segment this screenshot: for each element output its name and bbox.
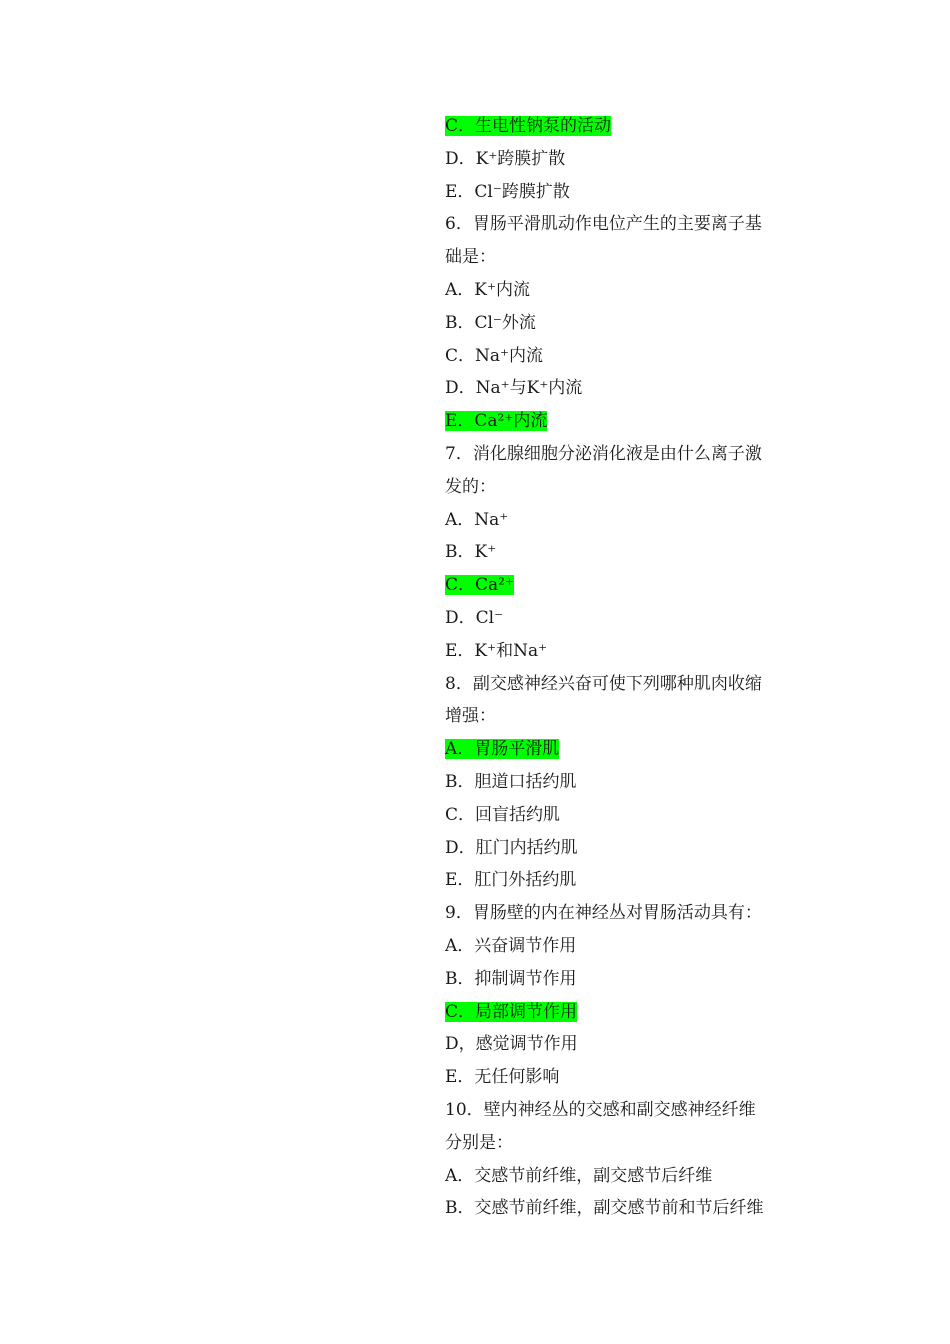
- text-line: [445, 1196, 764, 1220]
- line-text: D．肛门内括约肌: [445, 837, 578, 858]
- text-line: [445, 639, 547, 663]
- line-text: A．K⁺内流: [445, 280, 530, 300]
- line-text: A．Na⁺: [445, 509, 509, 530]
- line-text: 10．壁内神经丛的交感和副交感神经纤维: [445, 1100, 756, 1120]
- text-line: [445, 573, 514, 597]
- highlighted-answer: C．局部调节作用: [445, 1001, 578, 1022]
- line-text: E．Cl⁻跨膜扩散: [445, 181, 570, 202]
- line-text: B．胆道口括约肌: [445, 772, 577, 792]
- question-line: [445, 1098, 756, 1122]
- text-line: [445, 606, 503, 630]
- line-text: 7．消化腺细胞分泌消化液是由什么离子激: [445, 444, 762, 464]
- line-text: D．K⁺跨膜扩散: [445, 148, 566, 169]
- text-line: [445, 704, 496, 728]
- text-line: [445, 934, 576, 958]
- text-line: [445, 311, 536, 335]
- line-text: B．抑制调节作用: [445, 968, 577, 989]
- text-line: [445, 737, 559, 761]
- line-text: 9．胃肠壁的内在神经丛对胃肠活动具有：: [445, 903, 762, 924]
- text-line: [445, 475, 496, 499]
- line-text: 础是：: [445, 247, 496, 268]
- line-text: B．交感节前纤维，副交感节前和节后纤维: [445, 1198, 764, 1219]
- question-line: [445, 901, 762, 925]
- line-text: 发的：: [445, 476, 496, 497]
- line-text: B．K⁺: [445, 542, 497, 563]
- line-text: 6．胃肠平滑肌动作电位产生的主要离子基: [445, 214, 762, 235]
- text-line: [445, 1164, 712, 1188]
- text-line: [445, 836, 578, 860]
- line-text: 分别是：: [445, 1132, 513, 1153]
- text-line: [445, 1065, 559, 1089]
- highlighted-answer: C．生电性钠泵的活动: [445, 116, 612, 136]
- text-line: [445, 508, 508, 532]
- text-line: [445, 868, 576, 892]
- question-line: [445, 442, 762, 466]
- text-line: [445, 967, 577, 991]
- text-line: [445, 114, 611, 138]
- text-line: [445, 540, 496, 564]
- highlighted-answer: A．胃肠平滑肌: [445, 739, 560, 760]
- line-text: D．Na⁺与K⁺内流: [445, 378, 583, 399]
- highlighted-answer: E．Ca²⁺内流: [445, 411, 548, 432]
- line-text: D．Cl⁻: [445, 608, 504, 628]
- line-text: A．交感节前纤维，副交感节后纤维: [445, 1165, 713, 1186]
- line-text: 8．副交感神经兴奋可使下列哪种肌肉收缩: [445, 673, 762, 694]
- text-line: [445, 376, 582, 400]
- text-line: [445, 180, 570, 204]
- text-line: [445, 770, 577, 794]
- line-text: 增强：: [445, 706, 496, 727]
- text-line: [445, 409, 547, 433]
- text-line: [445, 278, 530, 302]
- text-line: [445, 1000, 577, 1024]
- text-line: [445, 147, 565, 171]
- text-line: [445, 1131, 513, 1155]
- line-text: C．Na⁺内流: [445, 345, 543, 366]
- line-text: E．K⁺和Na⁺: [445, 640, 548, 661]
- line-text: D，感觉调节作用: [445, 1034, 578, 1055]
- question-line: [445, 212, 762, 236]
- text-line: [445, 344, 543, 368]
- line-text: E．无任何影响: [445, 1067, 560, 1088]
- line-text: A．兴奋调节作用: [445, 936, 577, 956]
- text-line: [445, 803, 560, 827]
- line-text: B．Cl⁻外流: [445, 312, 536, 333]
- text-line: [445, 245, 496, 269]
- line-text: C．回盲括约肌: [445, 804, 561, 825]
- text-line: [445, 1032, 578, 1056]
- highlighted-answer: C．Ca²⁺: [445, 575, 514, 596]
- question-line: [445, 672, 762, 696]
- line-text: E．肛门外括约肌: [445, 870, 577, 891]
